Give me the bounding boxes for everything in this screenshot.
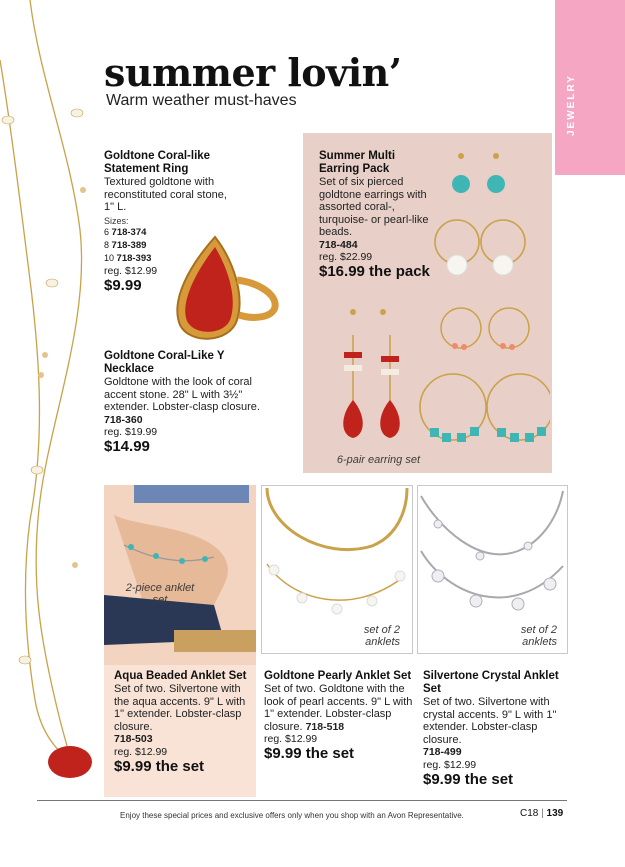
page-title: summer lovin’ bbox=[104, 50, 402, 95]
pearly-anklet-sku: 718-518 bbox=[305, 720, 345, 733]
earrings-caption: 6-pair earring set bbox=[336, 454, 420, 466]
page-number-value: 139 bbox=[546, 808, 564, 819]
necklace-price: $14.99 bbox=[104, 438, 150, 456]
ring-price: $9.99 bbox=[104, 276, 142, 294]
footer-divider bbox=[37, 800, 567, 801]
pearly-anklet-description: Set of two. Goldtone with the look of pearl accents. 9" L with 1" extender. Lobster-clasp closure. 718-518 bbox=[264, 683, 413, 733]
ring-size-row: 6 718-374 bbox=[104, 226, 147, 238]
necklace-description: Goldtone with the look of coral accent stone. 28" L with 3½" extender. Lobster-clasp closure. bbox=[104, 376, 260, 414]
pearly-anklet-caption: set of 2 anklets bbox=[363, 624, 400, 648]
aqua-anklet-image bbox=[104, 485, 256, 665]
ring-size-row: 10 718-393 bbox=[104, 252, 152, 264]
aqua-anklet-sku: 718-503 bbox=[114, 733, 153, 746]
earrings-reg-price: reg. $22.99 bbox=[319, 251, 373, 264]
earrings-name: Summer Multi Earring Pack bbox=[319, 150, 396, 175]
aqua-anklet-description: Set of two. Silvertone with the aqua accents. 9" L with 1" extender. Lobster-clasp closure. bbox=[114, 683, 246, 733]
crystal-anklet-image bbox=[418, 486, 565, 626]
earrings-sku: 718-484 bbox=[319, 238, 358, 251]
crystal-anklet-name: Silvertone Crystal Anklet Set bbox=[423, 670, 559, 695]
necklace-sku: 718-360 bbox=[104, 413, 143, 426]
page-number: C18 | 139 bbox=[520, 808, 564, 819]
ring-image bbox=[165, 225, 285, 350]
earrings-price: $16.99 the pack bbox=[319, 263, 430, 281]
crystal-anklet-caption: set of 2 anklets bbox=[520, 624, 557, 648]
pearly-anklet-image bbox=[262, 486, 410, 626]
pearly-anklet-reg-price: reg. $12.99 bbox=[264, 733, 318, 746]
crystal-anklet-price: $9.99 the set bbox=[423, 770, 514, 788]
crystal-anklet-description: Set of two. Silvertone with crystal accents. 9" L with 1" extender. Lobster-clasp closure. bbox=[423, 696, 557, 746]
aqua-anklet-price: $9.99 the set bbox=[114, 757, 205, 775]
aqua-anklet-name: Aqua Beaded Anklet Set bbox=[114, 670, 247, 682]
pearly-anklet-price: $9.99 the set bbox=[264, 745, 355, 763]
earrings-description: Set of six pierced goldtone earrings with assorted coral-, turquoise- or pearl-like beads. bbox=[319, 176, 429, 239]
pearly-anklet-product bbox=[264, 670, 414, 762]
footer-disclaimer: Enjoy these special prices and exclusive offers only when you shop with an Avon Representative. bbox=[120, 811, 464, 820]
crystal-anklet-product bbox=[423, 670, 563, 788]
crystal-anklet-reg-price: reg. $12.99 bbox=[423, 758, 477, 771]
crystal-anklet-sku: 718-499 bbox=[423, 746, 462, 759]
page-code: C18 bbox=[520, 808, 539, 819]
coral-pendant bbox=[48, 746, 92, 778]
necklace-name: Goldtone Coral-Like Y Necklace bbox=[104, 350, 225, 375]
ring-description: Textured goldtone with reconstituted coral stone, 1" L. bbox=[104, 176, 227, 214]
ring-size-row: 8 718-389 bbox=[104, 239, 147, 251]
aqua-anklet-product bbox=[114, 670, 254, 775]
aqua-anklet-reg-price: reg. $12.99 bbox=[114, 745, 168, 758]
pearly-anklet-name: Goldtone Pearly Anklet Set bbox=[264, 670, 412, 682]
ring-reg-price: reg. $12.99 bbox=[104, 264, 158, 277]
page-subtitle: Warm weather must-haves bbox=[106, 92, 297, 109]
earrings-image bbox=[320, 150, 550, 455]
section-tab-label: JEWELRY bbox=[566, 74, 577, 136]
ring-sizes-label: Sizes: bbox=[104, 215, 129, 226]
aqua-anklet-caption: 2-piece anklet set bbox=[125, 582, 195, 606]
ring-name: Goldtone Coral-like Statement Ring bbox=[104, 150, 211, 175]
necklace-product bbox=[104, 350, 264, 455]
necklace-image bbox=[0, 0, 110, 800]
necklace-reg-price: reg. $19.99 bbox=[104, 426, 158, 439]
